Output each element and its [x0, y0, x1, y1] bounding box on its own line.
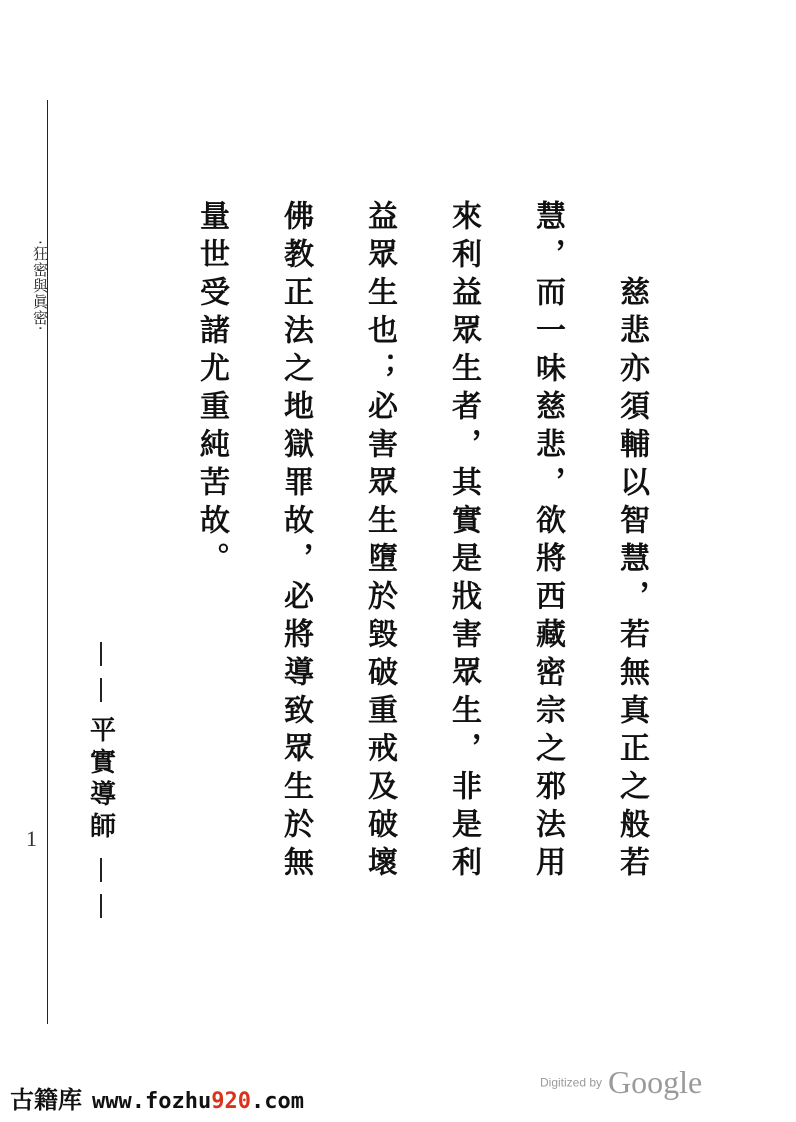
digitized-by-google	[540, 1064, 702, 1101]
signature-block	[86, 636, 116, 924]
page-number: 1	[26, 826, 37, 851]
running-head: ·狂密與眞密·	[31, 240, 49, 332]
footer-url-accent: 920	[211, 1089, 251, 1114]
footer-url	[92, 1089, 304, 1114]
text-column-2: 慧，而一味慈悲，欲將西藏密宗之邪法用	[530, 200, 565, 884]
text-column-5: 佛教正法之地獄罪故，必將導致眾生於無	[278, 200, 313, 884]
margin-rule	[47, 100, 48, 1024]
footer-watermark	[10, 1080, 304, 1115]
text-column-1: 慈悲亦須輔以智慧，若無真正之般若	[614, 276, 649, 884]
google-logo: Google	[608, 1064, 703, 1100]
footer-url-suffix: .com	[250, 1089, 304, 1114]
signature-dash-bottom	[100, 858, 102, 882]
text-column-3: 來利益眾生者，其實是戕害眾生，非是利	[446, 200, 481, 884]
signature-dash-bottom-2	[100, 894, 102, 918]
signature-dash-top	[100, 642, 102, 666]
text-column-6: 量世受諸尤重純苦故。	[194, 200, 229, 580]
footer-site-name: 古籍库	[10, 1086, 82, 1114]
footer-url-prefix: www.fozhu	[92, 1089, 212, 1114]
digitized-prefix: Digitized by	[540, 1075, 603, 1090]
signature: 平實導師	[85, 716, 116, 844]
text-column-4: 益眾生也；必害眾生墮於毀破重戒及破壞	[362, 200, 397, 884]
signature-dash-top-2	[100, 678, 102, 702]
